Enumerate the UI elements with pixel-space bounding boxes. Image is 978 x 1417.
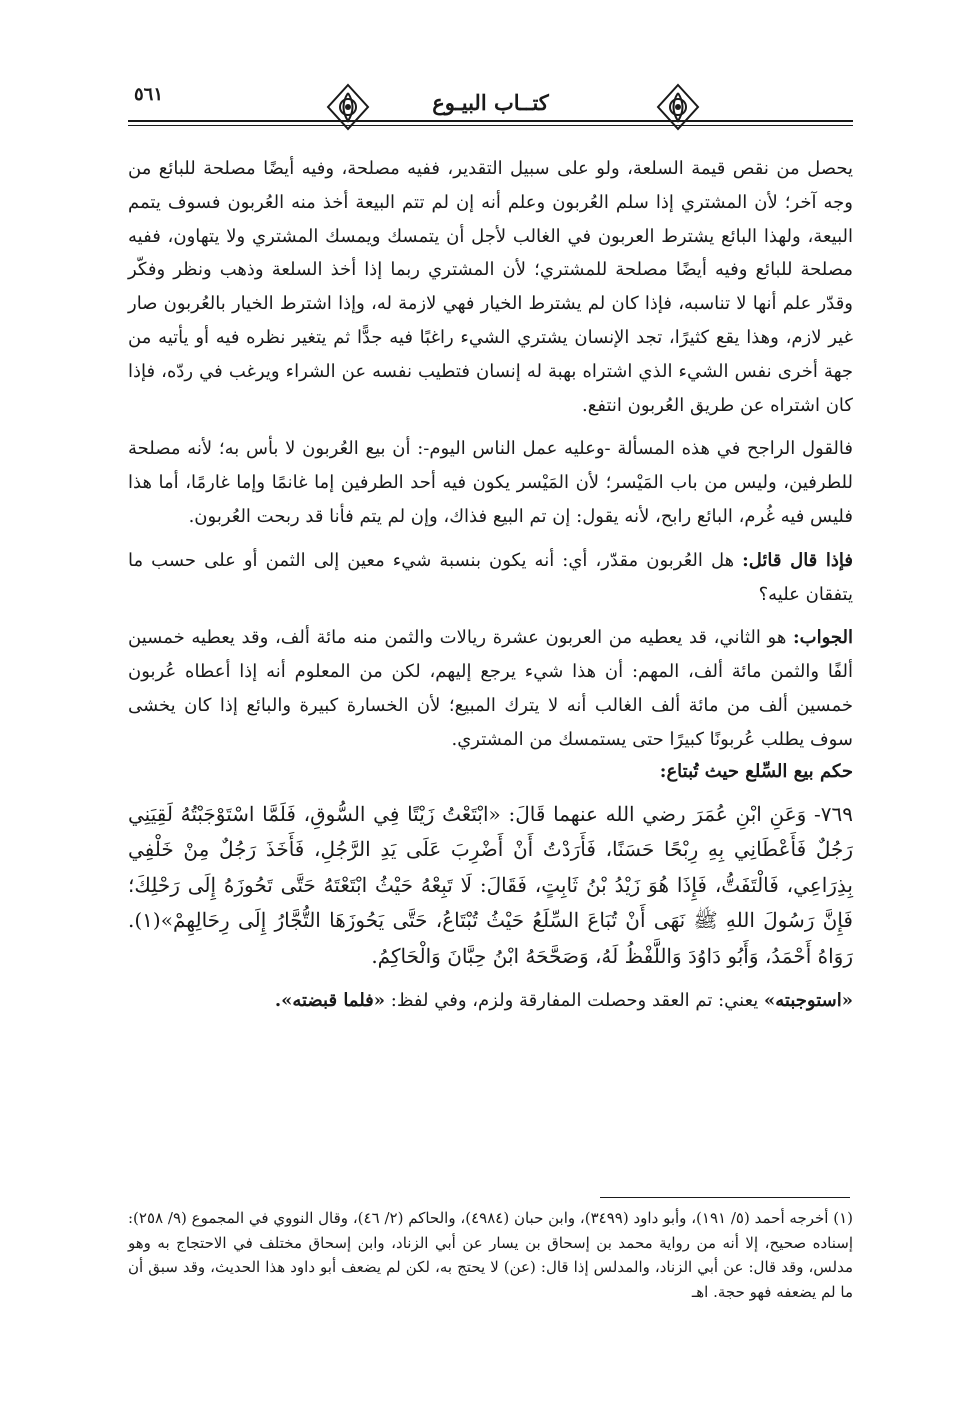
header-rule — [128, 125, 853, 126]
answer-lead: الجواب: — [793, 627, 853, 649]
footnotes — [128, 1206, 853, 1304]
paragraph: يحصل من نقص قيمة السلعة، ولو على سبيل التقدير، ففيه مصلحة، وفيه أيضًا مصلحة للبائع من وجه آخر؛ لأن المشتري إذا سلم العُربون وعلم أنه إن لم تتم البيعة أخذ منه العُربون فسوف يتمم البيعة، ولهذا البائع يشترط العربون في الغالب لأجل أن يتمسك ويمسك المشتري ولا يتهاون، ففيه مصلحة للبائع وفيه أيضًا مصلحة للمشتري؛ لأن المشتري ربما إذا أخذ السلعة وذهب ونظر وفكّر وقدّر علم أنها لا تناسبه، فإذا كان لم يشترط الخيار فهي لازمة له، وإذا اشترط الخيار بالعُربون صار غير لازم، وهذا يقع كثيرًا، تجد الإنسان يشتري الشيء راغبًا فيه جدًّا ثم يتغير نظره فيه أو يأتيه من جهة أخرى نفس الشيء الذي اشتراه بهبة له إنسان فتطيب نفسه عن الشراء ويرغب في ردّه، فإذا كان اشتراه عن طريق العُربون انتفع. — [128, 158, 854, 416]
term-text: يعني: تم العقد وحصلت المفارقة ولزم، وفي لفظ: — [385, 990, 765, 1012]
chapter-title: كتــاب البيـوع — [432, 90, 549, 115]
footnote-divider — [600, 1197, 850, 1198]
question-text: هل العُربون مقدّر، أي: أنه يكون بنسبة شيء معين إلى الثمن أو على حسب ما يتفقان عليه؟ — [128, 549, 853, 605]
page-number: ٥٦١ — [134, 84, 164, 105]
paragraph — [128, 621, 853, 756]
section-heading: حكم بيع السِّلع حيث تُبتاع: — [659, 760, 853, 782]
header-rule — [128, 120, 853, 122]
term-lead: «استوجبته» — [764, 990, 853, 1012]
hadith-text: ٧٦٩- وَعَنِ ابْنِ عُمَرَ رضي الله عنهما قَالَ: «ابْتَعْتُ زَيْتًا فِي السُّوقِ، فَلَمَّا اسْتَوْجَبْتُهُ لَقِيَنِي رَجُلٌ فَأَعْطَانِي بِهِ رِبْحًا حَسَنًا، فَأَرَدْتُ أَنْ أَضْرِبَ عَلَى يَدِ الرَّجُلِ، فَأَخَذَ رَجُلٌ مِنْ خَلْفِي بِذِرَاعِي، فَالْتَفَتُّ، فَإِذَا هُوَ زَيْدُ بْنُ ثَابِتٍ، فَقَالَ: لَا تَبِعْهُ حَيْثُ ابْتَعْتَهُ حَتَّى تَحُوزَهُ إِلَى رَحْلِكَ؛ فَإِنَّ رَسُولَ اللهِ ﷺ نَهَى أَنْ تُبَاعَ السِّلَعُ حَيْثُ تُبْتَاعُ، حَتَّى يَحُوزَهَا التُّجَّارُ إِلَى رِحَالِهِمْ»(١). رَوَاهُ أَحْمَدُ، وَأَبُو دَاوُدَ وَاللَّفْظُ لَهُ، وَصَحَّحَهُ ابْنُ حِبَّانَ وَالْحَاكِمُ. — [128, 801, 853, 968]
paragraph — [128, 984, 853, 1018]
answer-text: هو الثاني، قد يعطيه من العربون عشرة ريالات والثمن منه مائة ألف، وقد يعطيه خمسين ألفًا والثمن مائة ألف، المهم: أن هذا شيء يرجع إليهم، لكن من المعلوم أنه إذا أعطاه عُربون خمسين ألف من مائة ألف الغالب أنه لا يترك المبيع؛ لأن الخسارة كبيرة والبائع إذا كان يخشى سوف يطلب عُربونًا كبيرًا حتى يستمسك من المشتري. — [128, 627, 853, 750]
footnote: (١) أخرجه أحمد (٥/ ١٩١)، وأبو داود (٣٤٩٩)، وابن حبان (٤٩٨٤)، والحاكم (٢/ ٤٦)، وقال النووي في المجموع (٩/ ٢٥٨): إسناده صحيح، إلا أنه من رواية محمد بن إسحاق بن يسار عن أبي الزناد، وابن إسحاق مختلف في الاحتجاج به وهو مدلس، وقد قال: عن أبي الزناد، والمدلس إذا قال: (عن) لا يحتج به، لكن لم يضعف أبو داود هذا الحديث، وقد سبق أن ما لم يضعفه فهو حجة. اهـ — [128, 1209, 854, 1301]
paragraph — [128, 544, 853, 612]
main-text — [128, 152, 853, 1018]
page-header — [128, 82, 853, 138]
question-lead: فإذا قال قائل: — [742, 549, 853, 571]
paragraph: فالقول الراجح في هذه المسألة -وعليه عمل الناس اليوم-: أن بيع العُربون لا بأس به؛ لأنه مصلحة للطرفين، وليس من باب المَيْسر؛ لأن المَيْسر يكون فيه أحد الطرفين إما غانمًا وإما غارمًا، أما هذا فليس فيه غُرم، البائع رابح، لأنه يقول: إن تم البيع فذاك، وإن لم يتم فأنا قد ربحت العُربون. — [128, 438, 853, 527]
term-variant: «فلما قبضته». — [274, 990, 386, 1012]
